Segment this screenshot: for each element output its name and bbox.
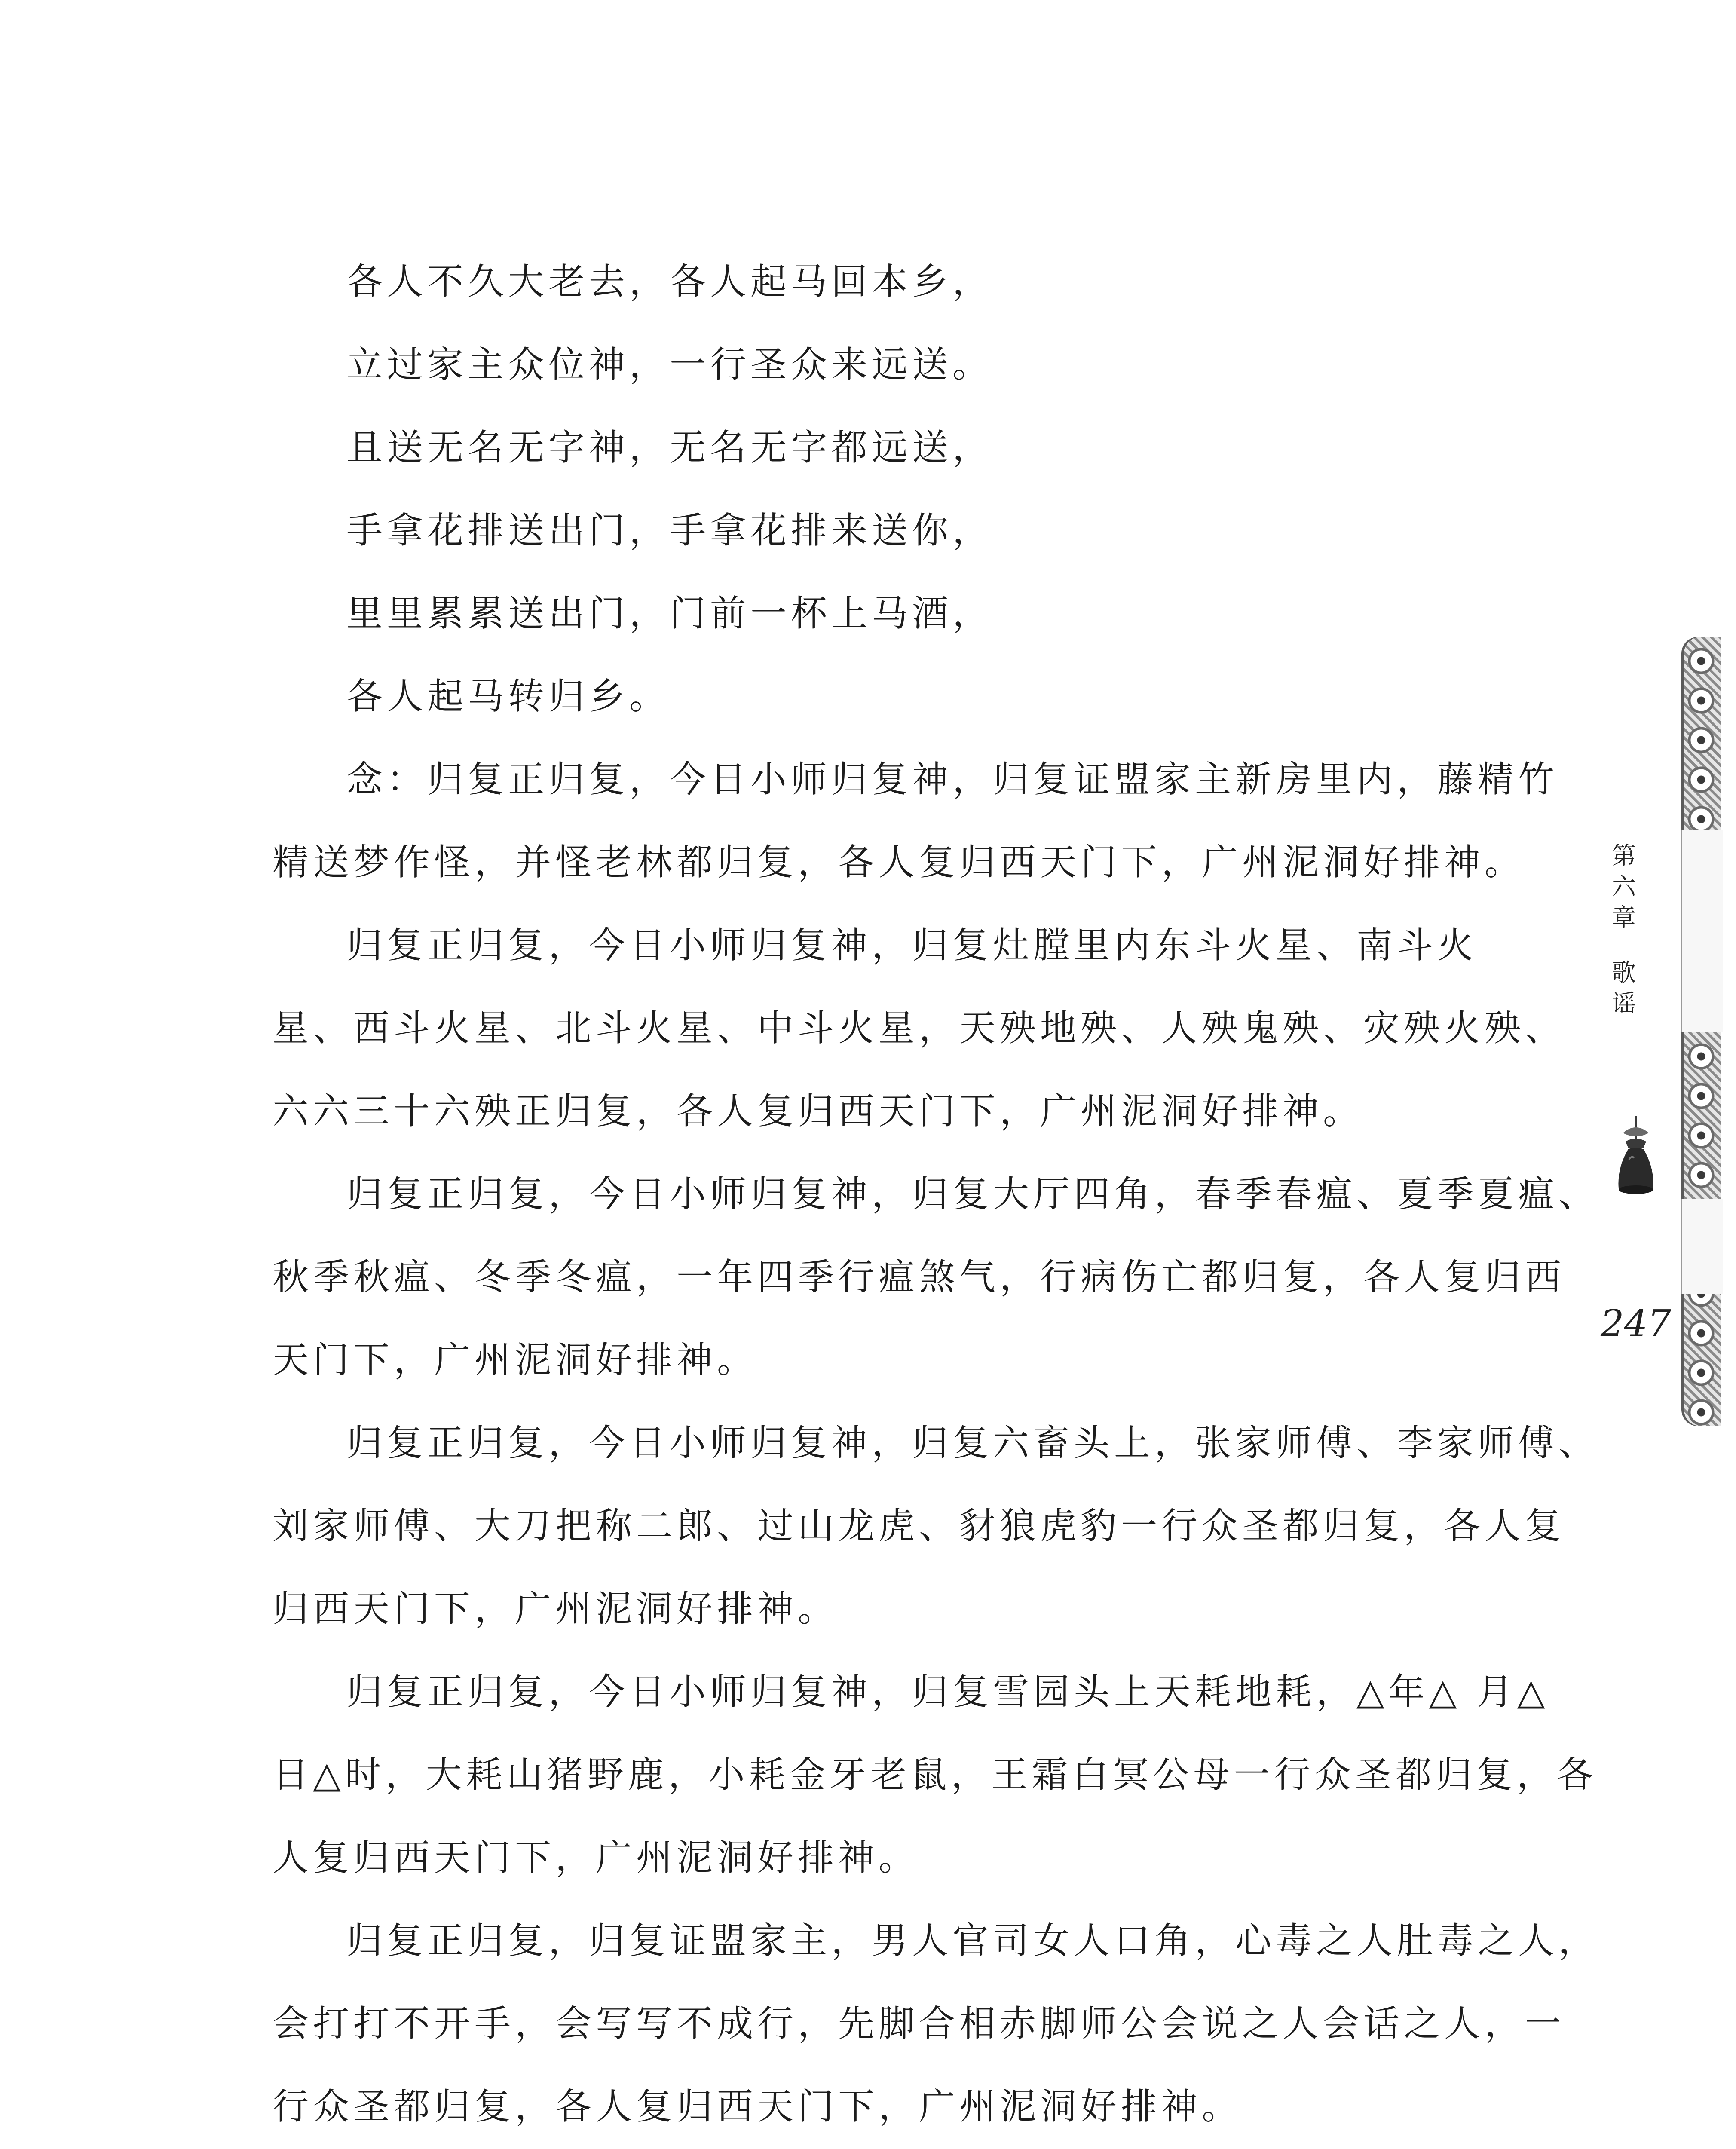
prose-line: 归复正归复，今日小师归复神，归复六畜头上，张家师傅、李家师傅、	[346, 1422, 1599, 1464]
prose-line: 精送梦作怪，并怪老林都归复，各人复归西天门下，广州泥洞好排神。	[272, 841, 1525, 883]
page-number: 247	[1600, 1302, 1672, 1345]
prose-line: 念：归复正归复，今日小师归复神，归复证盟家主新房里内，藤精竹	[346, 758, 1559, 800]
border-gap	[1681, 830, 1723, 1032]
prose-line: 归复正归复，归复证盟家主，男人官司女人口角，心毒之人肚毒之人，	[346, 1919, 1599, 1962]
chapter-char: 谣	[1612, 990, 1636, 1018]
prose-line: 归西天门下，广州泥洞好排神。	[272, 1588, 839, 1630]
chapter-char: 章	[1612, 904, 1636, 932]
prose-line: 行众圣都归复，各人复归西天门下，广州泥洞好排神。	[272, 2085, 1243, 2128]
chapter-char: 第	[1612, 842, 1636, 870]
verse-line: 各人不久大老去，各人起马回本乡，	[346, 260, 993, 303]
chapter-label	[1607, 841, 1640, 1019]
prose-line: 归复正归复，今日小师归复神，归复灶膛里内东斗火星、南斗火	[346, 924, 1478, 966]
verse-line: 立过家主众位神，一行圣众来远送。	[346, 343, 993, 386]
chapter-char: 歌	[1612, 959, 1636, 987]
prose-line: 归复正归复，今日小师归复神，归复雪园头上天耗地耗，△年△ 月△	[346, 1671, 1549, 1713]
verse-line: 手拿花排送出门，手拿花排来送你，	[346, 509, 993, 551]
verse-line: 各人起马转归乡。	[346, 675, 670, 717]
prose-line: 人复归西天门下，广州泥洞好排神。	[272, 1837, 919, 1879]
prose-line: 会打打不开手，会写写不成行，先脚合相赤脚师公会说之人会话之人，一	[272, 2002, 1566, 2045]
prose-line: 日△时，大耗山猪野鹿，小耗金牙老鼠，王霜白冥公母一行众圣都归复，各	[272, 1754, 1598, 1796]
chapter-char: 六	[1612, 873, 1636, 901]
prose-line: 六六三十六殃正归复，各人复归西天门下，广州泥洞好排神。	[272, 1090, 1364, 1132]
prose-line: 归复正归复，今日小师归复神，归复大厅四角，春季春瘟、夏季夏瘟、	[346, 1173, 1599, 1215]
prose-line: 星、西斗火星、北斗火星、中斗火星，天殃地殃、人殃鬼殃、灾殃火殃、	[272, 1007, 1566, 1049]
verse-line: 且送无名无字神，无名无字都远送，	[346, 426, 993, 468]
body-text	[272, 257, 1599, 2149]
prose-line: 天门下，广州泥洞好排神。	[272, 1339, 758, 1381]
verse-line: 里里累累送出门，门前一杯上马酒，	[346, 592, 993, 634]
decorative-border	[1681, 637, 1721, 1426]
bell-icon	[1610, 1113, 1662, 1203]
border-gap	[1681, 1199, 1723, 1294]
prose-line: 刘家师傅、大刀把称二郎、过山龙虎、豺狼虎豹一行众圣都归复，各人复	[272, 1505, 1566, 1547]
prose-line: 秋季秋瘟、冬季冬瘟，一年四季行瘟煞气，行病伤亡都归复，各人复归西	[272, 1256, 1566, 1298]
